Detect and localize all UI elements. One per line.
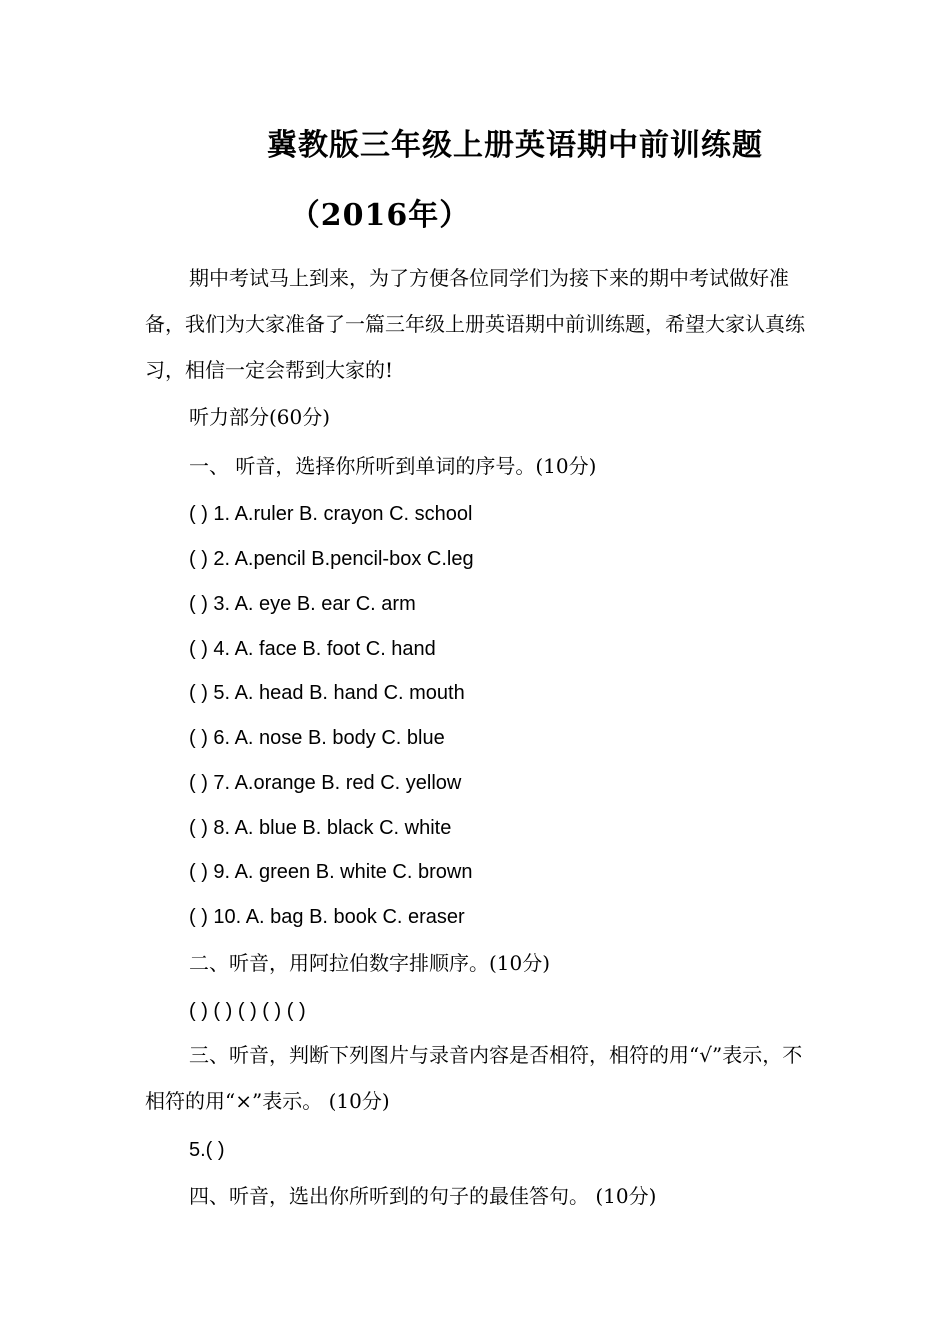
question-item: ( ) 8. A. blue B. black C. white <box>189 817 452 839</box>
section3-heading: 三、听音，判断下列图片与录音内容是否相符，相符的用“√”表示，不相符的用“×”表示。 (10分) <box>145 1043 803 1113</box>
question-item: ( ) 2. A.pencil B.pencil-box C.leg <box>189 548 474 570</box>
question-item: ( ) 3. A. eye B. ear C. arm <box>189 593 416 615</box>
section4-heading: 四、听音，选出你所听到的句子的最佳答句。 (10分) <box>189 1184 657 1208</box>
question-item: ( ) 4. A. face B. foot C. hand <box>189 638 436 660</box>
document-title: 冀教版三年级上册英语期中前训练题 <box>267 128 763 163</box>
section2-answer-line: ( ) ( ) ( ) ( ) ( ) <box>189 1000 306 1022</box>
question-item: ( ) 1. A.ruler B. crayon C. school <box>189 503 473 525</box>
intro-paragraph: 期中考试马上到来，为了方便各位同学们为接下来的期中考试做好准备，我们为大家准备了一篇三年级上册英语期中前训练题，希望大家认真练习，相信一定会帮到大家的! <box>145 266 805 382</box>
section1-heading: 一、 听音，选择你所听到单词的序号。(10分) <box>189 454 597 478</box>
document-subtitle-year: （2016年） <box>289 198 471 233</box>
section2-heading: 二、听音，用阿拉伯数字排顺序。(10分) <box>189 951 551 975</box>
question-item: ( ) 7. A.orange B. red C. yellow <box>189 772 462 794</box>
question-item: ( ) 5. A. head B. hand C. mouth <box>189 682 465 704</box>
listening-section-header: 听力部分(60分) <box>189 405 331 429</box>
question-item: ( ) 6. A. nose B. body C. blue <box>189 727 445 749</box>
question-item: ( ) 10. A. bag B. book C. eraser <box>189 906 465 928</box>
question-item: ( ) 9. A. green B. white C. brown <box>189 861 473 883</box>
section3-answer-line: 5.( ) <box>189 1139 225 1161</box>
